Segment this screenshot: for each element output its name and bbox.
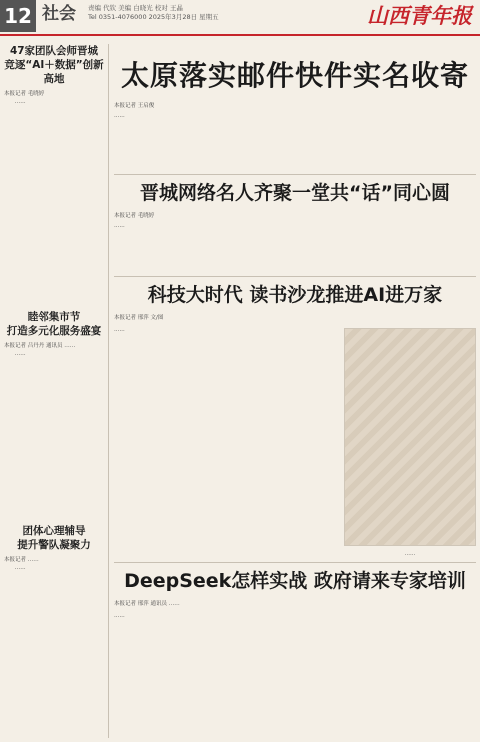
side-story-3 [4, 524, 104, 572]
article2-headline: 晋城网络名人齐聚一堂共“话”同心圆 [140, 182, 450, 204]
article4-byline: 本报记者 邢萍 通讯员 …… [114, 601, 180, 607]
tel-text: Tel 0351-4076000 2025年3月28日 星期五 [88, 13, 219, 21]
article1-byline: 本报记者 王启俊 [114, 103, 155, 109]
side-story-paragraph: …… [14, 351, 26, 357]
side-story-byline: 本报记者 吕丹丹 通讯员 …… [4, 343, 76, 349]
section-title: 社会 [42, 4, 76, 24]
editors-line [88, 4, 219, 22]
article3-headline: 科技大时代 读书沙龙推进AI进万家 [147, 284, 443, 306]
article4-headline: DeepSeek怎样实战 政府请来专家培训 [124, 570, 466, 592]
reading-salon-photo [344, 328, 476, 546]
main-area [114, 44, 476, 738]
side-story-title: 团体心理辅导 提升警队凝聚力 [17, 525, 91, 551]
left-column [4, 44, 104, 738]
side-story-byline: 本报记者 …… [4, 557, 39, 563]
side-story-body [4, 350, 104, 358]
article4-paragraph: …… [114, 613, 125, 619]
article3-byline: 本报记者 邢萍 文/图 [114, 315, 164, 321]
separator [114, 174, 476, 175]
masthead-rule [0, 34, 480, 36]
article2-body [114, 222, 476, 230]
article4-body [114, 612, 476, 620]
separator [114, 562, 476, 563]
side-story-paragraph: …… [14, 99, 26, 105]
side-story-1 [4, 44, 104, 106]
editors-text: 责编 代钦 美编 白晓光 校对 王晶 [88, 4, 183, 12]
photo-caption: …… [404, 551, 416, 557]
masthead [0, 0, 480, 40]
column-divider [108, 44, 109, 738]
article1-headline: 太原落实邮件快件实名收寄 [120, 59, 469, 92]
newspaper-logo: 山西青年报 [367, 3, 472, 28]
side-story-paragraph: …… [14, 565, 26, 571]
side-story-byline: 本报记者 毛晓婷 [4, 91, 45, 97]
article1-paragraph: …… [114, 113, 125, 119]
side-story-body [4, 564, 104, 572]
article2-paragraph: …… [114, 223, 125, 229]
side-story-title: 47家团队会师晋城 竞逐“AI＋数据”创新高地 [4, 45, 104, 85]
article3-body [114, 326, 338, 334]
article1-body [114, 112, 476, 120]
article2-byline: 本报记者 毛晓婷 [114, 213, 155, 219]
side-story-body [4, 98, 104, 106]
separator [114, 276, 476, 277]
article3-paragraph: …… [114, 327, 125, 333]
page-number: 12 [0, 0, 36, 32]
side-story-title: 睦邻集市节 打造多元化服务盛宴 [6, 311, 102, 337]
side-story-2 [4, 310, 104, 358]
